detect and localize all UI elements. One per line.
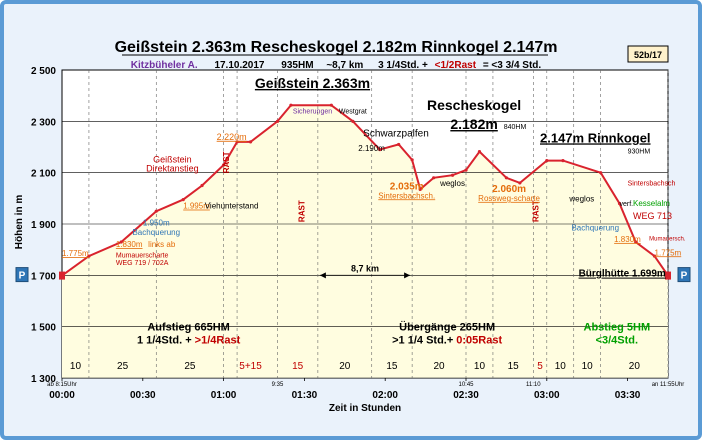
segment-duration-label: 5 — [537, 361, 543, 373]
x-tick-label: 02:30 — [453, 390, 479, 401]
waypoint-annotation: 1.830m — [115, 240, 143, 250]
y-tick-label: 1 500 — [30, 322, 56, 334]
waypoint-annotation: Bürglhütte 1.699m — [578, 268, 666, 280]
y-tick-label: 2 100 — [30, 168, 56, 180]
waypoint-annotation: Mumauersch. — [649, 236, 686, 243]
section-title: Aufstieg 665HM — [147, 321, 230, 334]
subtitle-distance: ~8,7 km — [326, 60, 364, 71]
waypoint-annotation: Sintersbachsch. — [378, 191, 436, 201]
x-tick-label: 01:00 — [210, 390, 237, 401]
time-mark: an 11:55Uhr — [651, 382, 685, 388]
profile-point — [155, 210, 158, 213]
waypoint-annotation: Bachquerung — [571, 223, 620, 233]
waypoint-annotation: 2.220m — [216, 131, 247, 142]
end-parking-label: P — [680, 270, 688, 282]
segment-duration-label: 15 — [386, 361, 398, 373]
profile-point — [289, 104, 292, 107]
waypoint-annotation: Bachquerung — [132, 227, 181, 237]
waypoint-annotation: weglos — [569, 194, 595, 204]
waypoint-annotation: 2.060m — [492, 183, 527, 195]
segment-duration-label: 25 — [117, 361, 129, 373]
segment-duration-label: 10 — [473, 361, 486, 373]
waypoint-annotation: Viehunterstand — [204, 201, 259, 211]
waypoint-annotation: links ab — [148, 240, 176, 250]
profile-point — [478, 150, 481, 153]
segment-duration-label: 10 — [581, 361, 593, 373]
segment-duration-label: 15 — [507, 361, 519, 373]
x-tick-label: 03:00 — [534, 390, 560, 401]
profile-point — [276, 120, 279, 123]
profile-point — [505, 176, 508, 179]
waypoint-annotation: weglos — [440, 179, 465, 189]
waypoint-annotation: WEG 719 / 702A — [115, 260, 169, 268]
profile-point — [464, 169, 467, 172]
segment-duration-label: 10 — [554, 361, 566, 373]
segment-duration-label: 10 — [69, 361, 82, 373]
section-title: Abstieg 5HM — [583, 321, 651, 334]
waypoint-annotation: Direktanstieg — [146, 163, 199, 174]
waypoint-annotation: Geißstein — [153, 154, 192, 165]
waypoint-annotation: Sicherungen — [292, 108, 333, 116]
waypoint-annotation: 1.830m — [614, 234, 641, 244]
section-detail — [137, 335, 241, 347]
waypoint-annotation: verf. — [619, 201, 634, 209]
section-time: 1 1/4Std. + — [136, 334, 192, 347]
rast-label: RAST — [297, 200, 307, 223]
chart-title: Geißstein 2.363m Rescheskogel 2.182m Rinnkogel 2.147m — [114, 39, 558, 56]
x-tick-label: 00:30 — [130, 390, 156, 401]
y-tick-label: 1 700 — [30, 271, 56, 283]
subtitle-total: = <3 3/4 Std. — [482, 60, 542, 71]
segment-duration-label: 5+15 — [239, 361, 262, 373]
segment-duration-label: 15 — [292, 361, 304, 373]
time-mark: ab 8:15Uhr — [47, 382, 77, 388]
y-axis-label: Höhen in m — [14, 194, 25, 250]
y-tick-label: 2 500 — [30, 66, 56, 77]
waypoint-annotation: Sintersbachsch — [627, 180, 676, 188]
tour-badge-label: 52b/17 — [633, 50, 663, 60]
subtitle-area: Kitzbüheler A. — [130, 60, 198, 71]
profile-point — [249, 140, 252, 143]
profile-point — [561, 159, 564, 162]
waypoint-annotation: 1.775m — [62, 249, 89, 259]
y-tick-label: 1 900 — [30, 220, 56, 231]
waypoint-annotation: Kesselalm — [632, 199, 670, 209]
x-tick-label: 01:30 — [291, 390, 318, 401]
waypoint-annotation: 2.190m — [358, 143, 385, 153]
waypoint-annotation: Schwarzpalfen — [363, 128, 429, 140]
profile-point — [351, 120, 354, 123]
subtitle-rest: <1/2Rast — [434, 60, 477, 71]
waypoint-annotation: 2.147m Rinnkogel — [540, 130, 651, 146]
waypoint-annotation: 1.950m — [142, 218, 170, 228]
rast-label: RAST — [531, 200, 541, 223]
chart-subtitle — [131, 60, 542, 71]
time-mark: 9:35 — [271, 382, 284, 388]
profile-point — [397, 143, 400, 146]
waypoint-annotation: Rescheskogel — [426, 96, 522, 113]
x-axis-label: Zeit in Stunden — [328, 403, 402, 414]
waypoint-annotation: 2.035m — [389, 181, 424, 193]
rast-label: RAST — [221, 151, 231, 174]
profile-point — [200, 184, 203, 187]
waypoint-annotation: 840HM — [503, 124, 527, 132]
profile-point — [451, 174, 454, 177]
segment-duration-label: 20 — [628, 361, 640, 373]
end-point-marker — [665, 272, 671, 280]
subtitle-hm: 935HM — [281, 60, 314, 71]
section-detail — [392, 335, 502, 347]
waypoint-annotation: WEG 713 — [632, 210, 673, 221]
section-detail — [596, 335, 639, 347]
profile-point — [599, 171, 602, 174]
x-tick-label: 00:00 — [49, 390, 75, 401]
waypoint-annotation: 2.182m — [450, 116, 498, 133]
section-time: <3/4Std. — [595, 334, 639, 347]
start-parking-label: P — [18, 270, 26, 282]
waypoint-annotation: Rossweg-scharte — [478, 193, 540, 203]
distance-label: 8,7 km — [350, 263, 380, 274]
waypoint-annotation: Geißstein 2.363m — [254, 74, 371, 91]
waypoint-annotation: Westgrat — [338, 108, 367, 116]
waypoint-annotation: 1.995m — [183, 201, 210, 211]
x-tick-label: 02:00 — [372, 390, 398, 401]
subtitle-time: 3 1/4Std. + — [378, 60, 428, 71]
segment-duration-label: 20 — [339, 361, 351, 373]
x-tick-label: 03:30 — [614, 390, 641, 401]
segment-duration-label: 20 — [433, 361, 445, 373]
profile-point — [411, 158, 414, 161]
time-mark: 10:45 — [458, 382, 474, 388]
section-rest: >1/4Rast — [194, 334, 241, 347]
section-rest: 0:05Rast — [456, 334, 503, 347]
section-time: >1 1/4 Std.+ — [392, 334, 454, 347]
profile-point — [432, 176, 435, 179]
subtitle-date: 17.10.2017 — [214, 60, 265, 71]
time-mark: 11:10 — [526, 382, 541, 388]
start-point-marker — [59, 272, 65, 280]
y-tick-label: 1 300 — [30, 374, 56, 385]
section-title: Übergänge 265HM — [399, 321, 496, 334]
profile-point — [545, 159, 548, 162]
profile-point — [330, 104, 333, 107]
segment-duration-label: 25 — [184, 361, 196, 373]
waypoint-annotation: Mumauerscharte — [115, 252, 169, 260]
waypoint-annotation: 930HM — [627, 148, 651, 156]
y-tick-label: 2 300 — [30, 117, 56, 129]
waypoint-annotation: 1.775m — [654, 248, 682, 258]
